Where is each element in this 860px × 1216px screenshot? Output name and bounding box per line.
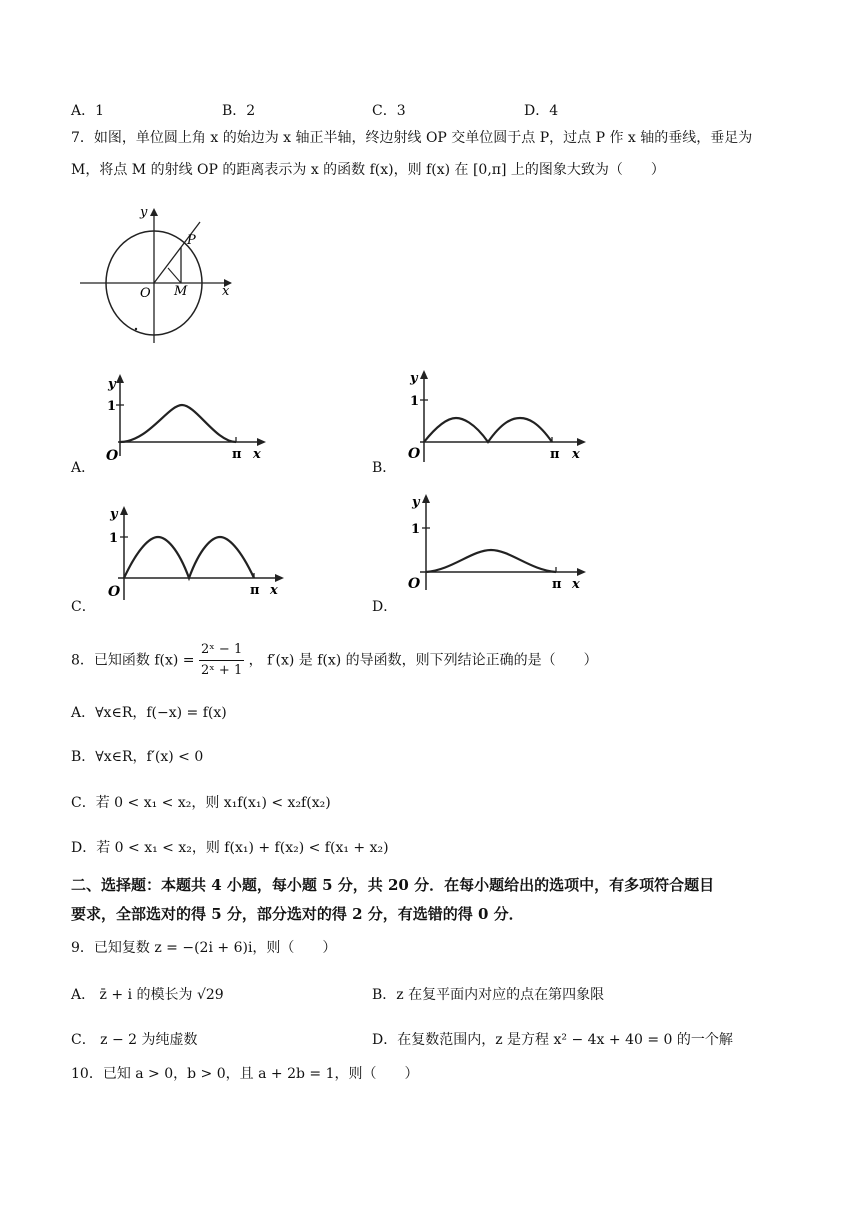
q9-option-b[interactable]: B．z 在复平面内对应的点在第四象限: [372, 987, 605, 1003]
graph-b-o: O: [408, 446, 421, 462]
graph-c-pi: π: [250, 583, 260, 598]
graph-c-o: O: [108, 584, 121, 600]
q8-option-d[interactable]: D．若 0 < x₁ < x₂，则 f(x₁) + f(x₂) < f(x₁ + x₂): [71, 840, 389, 856]
q6-option-b[interactable]: B．2: [222, 103, 256, 119]
graph-d-one: 1: [411, 522, 421, 537]
graph-a-pi: π: [232, 447, 242, 462]
q8-option-b[interactable]: B．∀x∈R，f′(x) < 0: [71, 749, 204, 765]
q7-stem-line1: 7．如图，单位圆上角 x 的始边为 x 轴正半轴，终边射线 OP 交单位圆于点 P，过点 P 作 x 轴的垂线，垂足为: [71, 130, 753, 146]
fig-label-p: P: [187, 233, 196, 248]
graph-b[interactable]: [400, 366, 590, 464]
section2-heading-line2: 要求，全部选对的得 5 分，部分选对的得 2 分，有选错的得 0 分．: [71, 905, 524, 923]
graph-d-pi: π: [552, 577, 562, 592]
graph-c[interactable]: [98, 502, 288, 602]
q6-option-d[interactable]: D．4: [524, 103, 559, 119]
graph-d[interactable]: [400, 490, 590, 592]
q8-stem-pre: 8．已知函数 f(x) =: [71, 652, 195, 669]
q9-option-a[interactable]: A． z̄ + i 的模长为 √29: [71, 987, 224, 1003]
section2-heading-line1: 二、选择题：本题共 4 小题，每小题 5 分，共 20 分．在每小题给出的选项中，有多项符合题目: [71, 876, 715, 894]
fig-label-y: y: [140, 205, 148, 220]
graph-b-one: 1: [410, 394, 420, 409]
graph-a-o: O: [106, 448, 119, 462]
graph-a-x: x: [253, 447, 261, 462]
q9-option-d[interactable]: D．在复数范围内，z 是方程 x² − 4x + 40 = 0 的一个解: [372, 1032, 733, 1048]
graph-a-y: y: [108, 377, 116, 392]
q7-option-b[interactable]: B．: [372, 460, 397, 476]
q8-stem-post: ， f′(x) 是 f(x) 的导函数，则下列结论正确的是（ ）: [248, 652, 598, 669]
q9-stem: 9．已知复数 z = −(2i + 6)i，则（ ）: [71, 940, 337, 956]
q8-fraction: [199, 640, 244, 681]
q8-option-a[interactable]: A．∀x∈R，f(−x) = f(x): [71, 705, 227, 721]
graph-a-one: 1: [107, 399, 117, 414]
q8-frac-den: 2ˣ + 1: [201, 663, 243, 678]
q9-option-c[interactable]: C． z − 2 为纯虚数: [71, 1032, 198, 1048]
q7-stem-line2: M，将点 M 的射线 OP 的距离表示为 x 的函数 f(x)，则 f(x) 在 [0,π] 上的图象大致为（ ）: [71, 162, 665, 178]
fig-label-m: M: [174, 284, 188, 299]
q7-option-a[interactable]: A．: [71, 460, 96, 476]
graph-c-y: y: [110, 507, 118, 522]
fig-label-x: x: [222, 284, 230, 299]
q10-stem: 10．已知 a > 0，b > 0，且 a + 2b = 1，则（ ）: [71, 1066, 419, 1082]
graph-d-o: O: [408, 576, 421, 592]
q7-option-c[interactable]: C．: [71, 599, 96, 615]
q6-option-a[interactable]: A．1: [71, 103, 105, 119]
q8-frac-num: 2ˣ − 1: [199, 640, 244, 661]
graph-b-x: x: [572, 447, 580, 462]
unit-circle-figure: [76, 198, 246, 346]
fig-label-o: O: [140, 286, 151, 301]
graph-c-x: x: [270, 583, 278, 598]
graph-c-one: 1: [109, 531, 119, 546]
q8-option-c[interactable]: C．若 0 < x₁ < x₂，则 x₁f(x₁) < x₂f(x₂): [71, 795, 331, 811]
graph-b-pi: π: [550, 447, 560, 462]
graph-d-x: x: [572, 577, 580, 592]
graph-a[interactable]: [98, 370, 268, 462]
graph-d-y: y: [412, 495, 420, 510]
q6-option-c[interactable]: C．3: [372, 103, 406, 119]
graph-b-y: y: [410, 371, 418, 386]
q7-option-d[interactable]: D．: [372, 599, 398, 615]
q8-stem: [71, 640, 598, 681]
